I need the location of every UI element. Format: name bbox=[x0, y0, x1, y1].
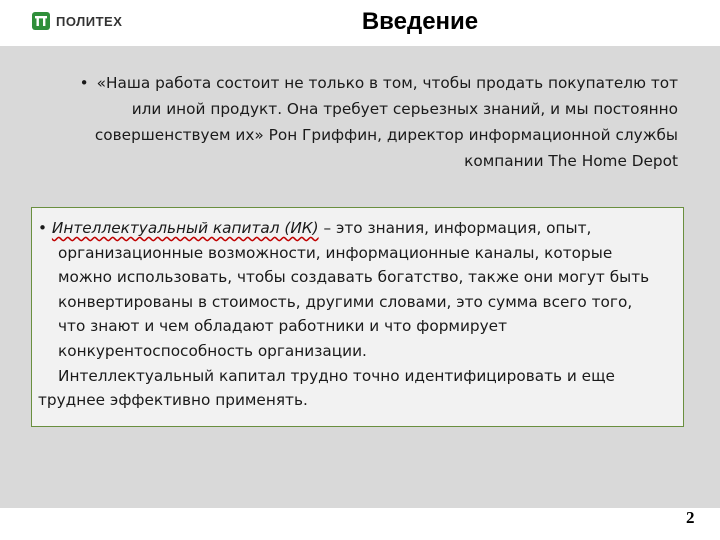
politech-logo-icon bbox=[32, 12, 50, 30]
definition-line: конкурентоспособность организации. bbox=[58, 341, 367, 360]
definition-line: можно использовать, чтобы создавать богатство, также они могут быть bbox=[58, 268, 650, 287]
bullet-icon: • bbox=[38, 219, 48, 237]
quote-line: или иной продукт. Она требует серьезных знаний, и мы постоянно bbox=[131, 100, 678, 118]
quote-paragraph bbox=[56, 70, 678, 174]
bullet-icon: • bbox=[79, 74, 89, 92]
definition-text bbox=[38, 216, 674, 413]
slide-header bbox=[0, 0, 720, 46]
definition-line: организационные возможности, информационные каналы, которые bbox=[58, 243, 613, 262]
quote-line: • «Наша работа состоит не только в том, чтобы продать покупателю тот bbox=[79, 74, 678, 92]
definition-line: • Интеллектуальный капитал (ИК) – это знания, информация, опыт, bbox=[38, 219, 592, 237]
definition-line: что знают и чем обладают работники и что формирует bbox=[58, 317, 507, 336]
logo-text: ПОЛИТЕХ bbox=[56, 13, 123, 29]
quote-line: совершенствуем их» Рон Гриффин, директор информационной службы bbox=[94, 126, 678, 144]
definition-term: Интеллектуальный капитал (ИК) bbox=[51, 219, 319, 237]
definition-line: конвертированы в стоимость, другими словами, это сумма всего того, bbox=[58, 292, 633, 311]
politech-logo bbox=[32, 12, 122, 30]
page-number: 2 bbox=[686, 508, 695, 527]
slide-title: Введение bbox=[361, 8, 479, 35]
closing-line: Интеллектуальный капитал трудно точно идентифицировать и еще bbox=[58, 366, 615, 385]
closing-line: труднее эффективно применять. bbox=[38, 391, 308, 410]
definition-box bbox=[31, 207, 684, 427]
quote-line: компании The Home Depot bbox=[464, 152, 678, 170]
